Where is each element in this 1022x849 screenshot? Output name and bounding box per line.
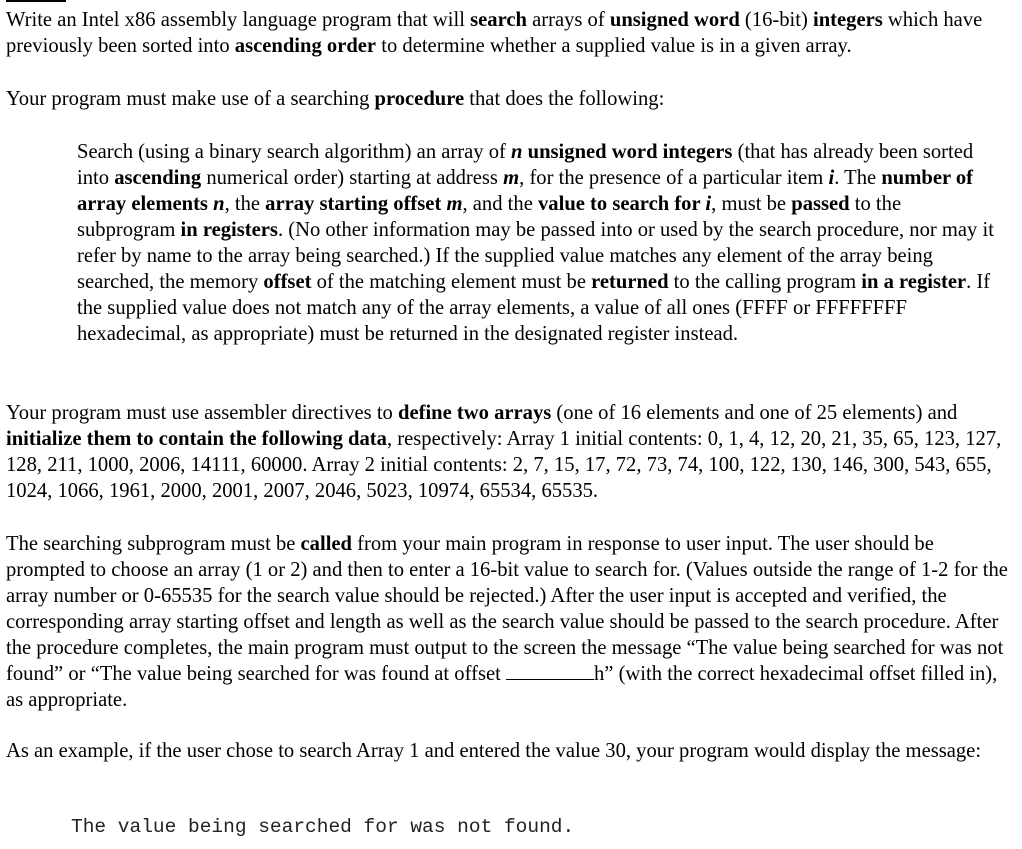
example-output: The value being searched for was not found. [71, 816, 575, 838]
offset-blank [506, 661, 594, 680]
calling-paragraph: The searching subprogram must be called from your main program in response to user input. The user should be prompted to choose an array (1 or 2) and then to enter a 16-bit value to search for. (Values outside the range of 1-2 for the array number or 0-65535 for the search value should be rejected.) After the user input is accepted and verified, the corresponding array starting offset and length as well as the search value should be passed to the search procedure. After the procedure completes, the main program must output to the screen the message “The value being searched for was not found” or “The value being searched for was found at offset h” (with the correct hexadecimal offset filled in), as appropriate. [6, 533, 1008, 711]
procedure-description: Search (using a binary search algorithm) an array of n unsigned word integers (that has already been sorted into ascending numerical order) starting at address m, for the presence of a particular item i. The number of array elements n, the array starting offset m, and the value to search for i, must be passed to the subprogram in registers. (No other information may be passed into or used by the search procedure, nor may it refer by name to the array being searched.) If the supplied value matches any element of the array being searched, the memory offset of the matching element must be returned to the calling program in a register. If the supplied value does not match any of the array elements, a value of all ones (FFFF or FFFFFFFF hexadecimal, as appropriate) must be returned in the designated register instead. [77, 141, 994, 345]
procedure-intro-paragraph: Your program must make use of a searching procedure that does the following: [6, 88, 665, 110]
arrays-paragraph: Your program must use assembler directives to define two arrays (one of 16 elements and one of 25 elements) and initialize them to contain the following data, respectively: Array 1 initial contents: 0, 1, 4, 12, 20, 21, 35, 65, 123, 127, 128, 211, 1000, 2006, 14111, 60000. Array 2 initial contents: 2, 7, 15, 17, 72, 73, 74, 100, 122, 130, 146, 300, 543, 655, 1024, 1066, 1961, 2000, 2001, 2007, 2046, 5023, 10974, 65534, 65535. [6, 402, 1002, 502]
intro-paragraph: Write an Intel x86 assembly language program that will search arrays of unsigned word (16-bit) integers which have previously been sorted into ascending order to determine whether a supplied value is in a given array. [6, 9, 983, 57]
top-rule [6, 0, 66, 2]
example-paragraph: As an example, if the user chose to search Array 1 and entered the value 30, your program would display the message: [6, 740, 982, 762]
